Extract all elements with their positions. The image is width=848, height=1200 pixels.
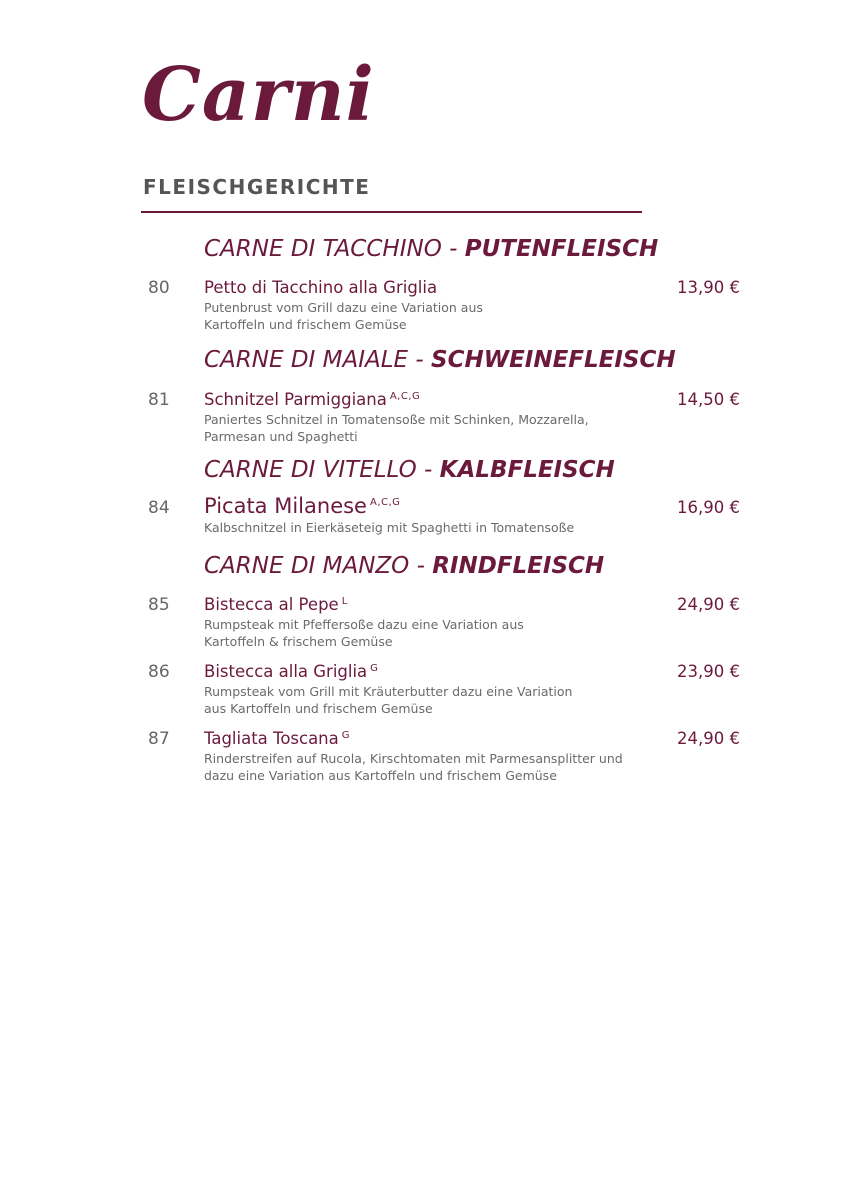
section-heading-italian: CARNE DI MAIALE - [204, 347, 431, 373]
item-name: Picata Milanese $^{A,C,G}$ [204, 494, 401, 518]
item-description: Putenbrust vom Grill dazu eine Variation aus Kartoffeln und frischem Gemüse [204, 300, 483, 332]
item-description: Kalbschnitzel in Eierkäseteig mit Spaghetti in Tomatensoße [204, 520, 575, 535]
section-heading-german: RINDFLEISCH [432, 553, 605, 579]
section-heading-manzo [204, 553, 604, 579]
item-name: Bistecca al Pepe $^L$ [204, 595, 348, 614]
item-number: 85 [148, 595, 170, 615]
section-heading-german: SCHWEINEFLEISCH [431, 347, 676, 373]
item-price: 24,90 € [677, 729, 740, 748]
section-heading-tacchino [204, 236, 658, 262]
item-price: 16,90 € [677, 498, 740, 517]
allergen-codes: A,C,G [369, 497, 401, 508]
item-number: 86 [148, 662, 170, 682]
menu-item [0, 595, 848, 665]
menu-item [0, 729, 848, 799]
item-number: 87 [148, 729, 170, 749]
item-price: 13,90 € [677, 278, 740, 297]
item-price: 23,90 € [677, 662, 740, 681]
item-number: 80 [148, 278, 170, 298]
menu-item [0, 278, 848, 348]
title-divider [141, 211, 642, 213]
section-heading-italian: CARNE DI MANZO - [204, 553, 433, 579]
item-description: Paniertes Schnitzel in Tomatensoße mit Schinken, Mozzarella, Parmesan und Spaghetti [204, 412, 589, 444]
allergen-codes: L [341, 595, 348, 607]
menu-item [0, 662, 848, 732]
page-title: Carni [142, 52, 375, 138]
item-description: Rinderstreifen auf Rucola, Kirschtomaten mit Parmesansplitter und dazu eine Variation aus Kartoffeln und frischem Gemüse [204, 751, 623, 783]
item-number: 81 [148, 390, 170, 410]
item-name: Schnitzel Parmiggiana $^{A,C,G}$ [204, 390, 421, 409]
item-description: Rumpsteak mit Pfeffersoße dazu eine Variation aus Kartoffeln & frischem Gemüse [204, 617, 524, 649]
section-heading-italian: CARNE DI TACCHINO - [204, 236, 465, 262]
section-heading-vitello [204, 457, 615, 483]
section-heading-italian: CARNE DI VITELLO - [204, 457, 440, 483]
menu-item [0, 390, 848, 460]
item-description: Rumpsteak vom Grill mit Kräuterbutter dazu eine Variation aus Kartoffeln und frischem Gemüse [204, 684, 573, 716]
page-subtitle: FLEISCHGERICHTE [143, 175, 371, 199]
item-price: 14,50 € [677, 390, 740, 409]
allergen-codes: G [341, 729, 351, 741]
item-name: Bistecca alla Griglia $^G$ [204, 662, 379, 681]
section-heading-german: PUTENFLEISCH [464, 236, 659, 262]
section-heading-maiale [204, 347, 676, 373]
section-heading-german: KALBFLEISCH [439, 457, 615, 483]
item-name: Petto di Tacchino alla Griglia [204, 278, 438, 297]
item-price: 24,90 € [677, 595, 740, 614]
item-name: Tagliata Toscana $^G$ [204, 729, 351, 748]
allergen-codes: G [370, 662, 379, 674]
allergen-codes: A,C,G [389, 390, 421, 402]
item-number: 84 [148, 498, 170, 518]
